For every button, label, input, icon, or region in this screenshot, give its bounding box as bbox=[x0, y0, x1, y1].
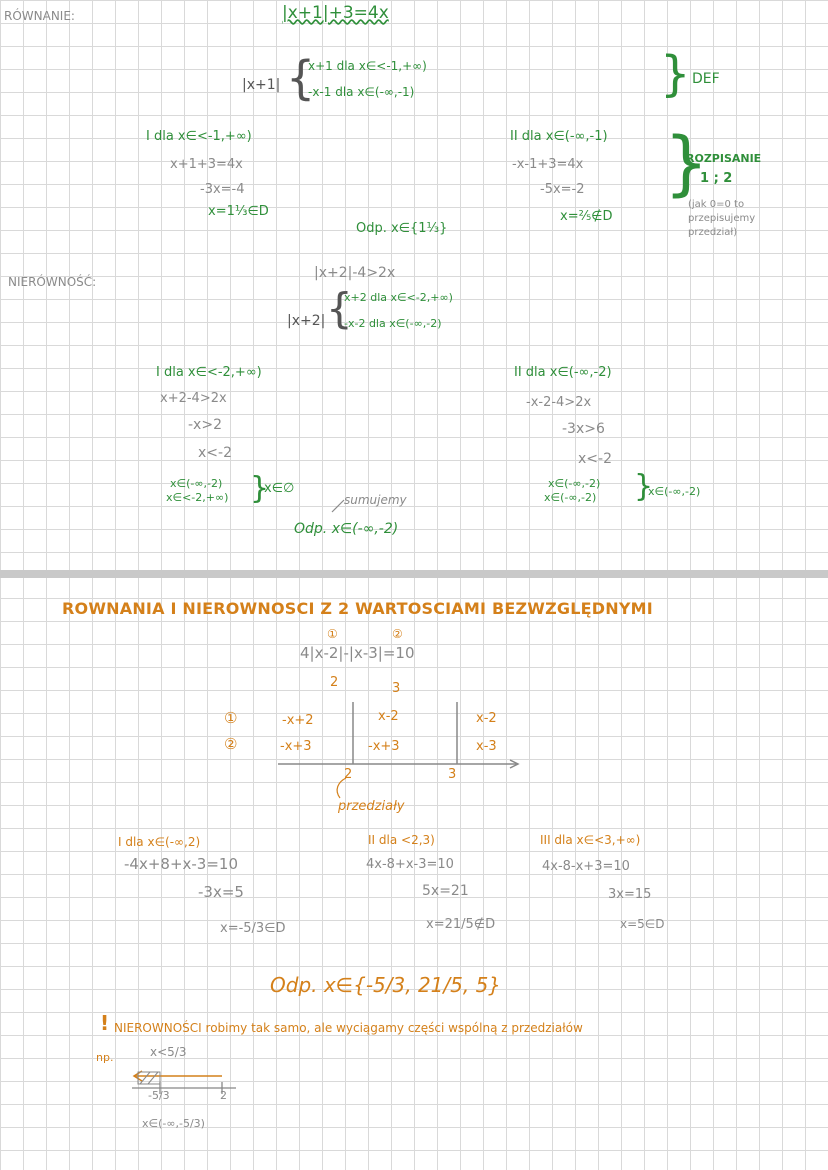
case-II-header-b: II dla <2,3) bbox=[368, 833, 435, 847]
ineq-brace: { bbox=[326, 284, 353, 333]
przedzialy-label: przedziały bbox=[338, 799, 405, 814]
ineq-case-II-line-1: -x-2-4>2x bbox=[526, 395, 592, 410]
ineq-abs-lhs: |x+2| bbox=[287, 313, 326, 329]
case-I-line-2: -3x=-4 bbox=[200, 182, 245, 197]
ineq-title: |x+2|-4>2x bbox=[314, 265, 396, 281]
case-III-line-1-b: 4x-8-x+3=10 bbox=[542, 859, 630, 874]
ineq-case-II-line-3: x<-2 bbox=[578, 451, 612, 467]
abs-equation: 4|x-2|-|x-3|=10 bbox=[300, 644, 415, 662]
case-II-line-3: x=⅖∉D bbox=[560, 209, 613, 224]
case-I-line-2-b: -3x=5 bbox=[198, 883, 244, 901]
przedzialy-arrow bbox=[337, 778, 346, 798]
case-II-line-1: -x-1+3=4x bbox=[512, 157, 584, 172]
sumujemy-label: sumujemy bbox=[344, 493, 407, 507]
cell-1-1: -x+2 bbox=[282, 713, 314, 728]
case-II-header: II dla x∈(-∞,-1) bbox=[510, 129, 608, 144]
brace-def: } bbox=[660, 46, 691, 102]
case-I-line-3-b: x=-5/3∈D bbox=[220, 921, 286, 936]
section-label-nierownosc: NIERÓWNOŚĆ: bbox=[8, 275, 97, 289]
ineq-case-I-header: I dla x∈<-2,+∞) bbox=[156, 365, 262, 380]
case-II-line-2-b: 5x=21 bbox=[422, 883, 469, 899]
note-text: NIEROWNOŚCI robimy tak samo, ale wyciągamy części wspólną z przedziałów bbox=[114, 1021, 583, 1035]
abs-case-1: x+1 dla x∈<-1,+∞) bbox=[308, 59, 427, 73]
case-II-line-3-b: x=21/5∉D bbox=[426, 917, 496, 932]
row-label-2: ② bbox=[224, 735, 238, 753]
case-I-line-1-b: -4x+8+x-3=10 bbox=[124, 855, 239, 873]
equation-title: |x+1|+3=4x bbox=[282, 3, 389, 23]
cell-1-3: x-2 bbox=[476, 711, 497, 726]
under-mark-1: 2 bbox=[330, 675, 339, 690]
ineq-case-I-line-3: x<-2 bbox=[198, 445, 232, 461]
example-tick-2: 2 bbox=[220, 1089, 227, 1102]
ineq-case-1: x+2 dla x∈<-2,+∞) bbox=[344, 291, 453, 304]
case-III-header-b: III dla x∈<3,+∞) bbox=[540, 833, 641, 847]
cell-2-1: -x+3 bbox=[280, 739, 312, 754]
case-I-line-1: x+1+3=4x bbox=[170, 157, 243, 172]
case-I-header-b: I dla x∈(-∞,2) bbox=[118, 835, 201, 849]
circle-2-above: ② bbox=[392, 627, 403, 641]
ineq-case-II-brace: } bbox=[634, 469, 654, 504]
example-hatch-2 bbox=[148, 1072, 158, 1084]
cell-2-2: -x+3 bbox=[368, 739, 400, 754]
abs-case-2: -x-1 dla x∈(-∞,-1) bbox=[308, 85, 415, 99]
ineq-case-I-line-1: x+2-4>2x bbox=[160, 391, 227, 406]
answer-1: Odp. x∈{1⅓} bbox=[356, 221, 448, 236]
np-label: np. bbox=[96, 1051, 114, 1064]
note-line-1: (jak 0=0 to bbox=[688, 199, 745, 210]
ineq-case-I-result: x∈∅ bbox=[264, 481, 295, 496]
example-hatch-1 bbox=[140, 1072, 150, 1084]
cell-2-3: x-3 bbox=[476, 739, 497, 754]
brace-left: { bbox=[286, 51, 316, 105]
axis-mark-2: 2 bbox=[344, 767, 353, 782]
cell-1-2: x-2 bbox=[378, 709, 399, 724]
def-label: DEF bbox=[692, 71, 720, 87]
ineq-case-II-set-2: x∈(-∞,-2) bbox=[544, 491, 597, 504]
sumujemy-arrow bbox=[332, 500, 344, 512]
note-line-2: przepisujemy bbox=[688, 213, 756, 224]
ineq-case-I-set-1: x∈(-∞,-2) bbox=[170, 477, 223, 490]
ineq-case-II-result: x∈(-∞,-2) bbox=[648, 485, 701, 498]
rozpisanie-sub: 1 ; 2 bbox=[700, 171, 733, 186]
case-III-line-3-b: x=5∈D bbox=[620, 917, 665, 931]
ineq-answer: Odp. x∈(-∞,-2) bbox=[294, 521, 399, 537]
section-heading: ROWNANIA I NIEROWNOSCI Z 2 WARTOSCIAMI BEZWZGLĘDNYMI bbox=[62, 599, 653, 618]
brace-rozpisanie: } bbox=[664, 122, 709, 204]
final-answer: Odp. x∈{-5/3, 21/5, 5} bbox=[270, 973, 502, 997]
circle-1-above: ① bbox=[327, 627, 338, 641]
rozpisanie-label: ROZPISANIE bbox=[686, 152, 762, 165]
example-inequality: x<5/3 bbox=[150, 1045, 187, 1059]
ineq-case-II-set-1: x∈(-∞,-2) bbox=[548, 477, 601, 490]
ineq-case-II-line-2: -3x>6 bbox=[562, 421, 605, 437]
case-II-line-2: -5x=-2 bbox=[540, 182, 585, 197]
section-label-rownanie: RÓWNANIE: bbox=[4, 9, 75, 23]
note-exclamation: ! bbox=[100, 1011, 110, 1035]
ineq-case-2: -x-2 dla x∈(-∞,-2) bbox=[344, 317, 442, 330]
note-line-3: przedział) bbox=[688, 227, 738, 238]
ineq-case-I-brace: } bbox=[250, 471, 270, 506]
ineq-case-II-header: II dla x∈(-∞,-2) bbox=[514, 365, 612, 380]
under-mark-2: 3 bbox=[392, 681, 401, 696]
ineq-case-I-line-2: -x>2 bbox=[188, 417, 222, 433]
case-I-header: I dla x∈<-1,+∞) bbox=[146, 129, 252, 144]
case-III-line-2-b: 3x=15 bbox=[608, 887, 652, 902]
case-I-line-3: x=1⅓∈D bbox=[208, 204, 269, 219]
axis-mark-3: 3 bbox=[448, 767, 457, 782]
abs-lhs: |x+1| bbox=[242, 77, 281, 93]
example-result: x∈(-∞,-5/3) bbox=[142, 1117, 205, 1130]
example-tick-1: -5/3 bbox=[148, 1089, 170, 1102]
case-II-line-1-b: 4x-8+x-3=10 bbox=[366, 857, 454, 872]
ineq-case-I-set-2: x∈<-2,+∞) bbox=[166, 491, 229, 504]
row-label-1: ① bbox=[224, 709, 238, 727]
